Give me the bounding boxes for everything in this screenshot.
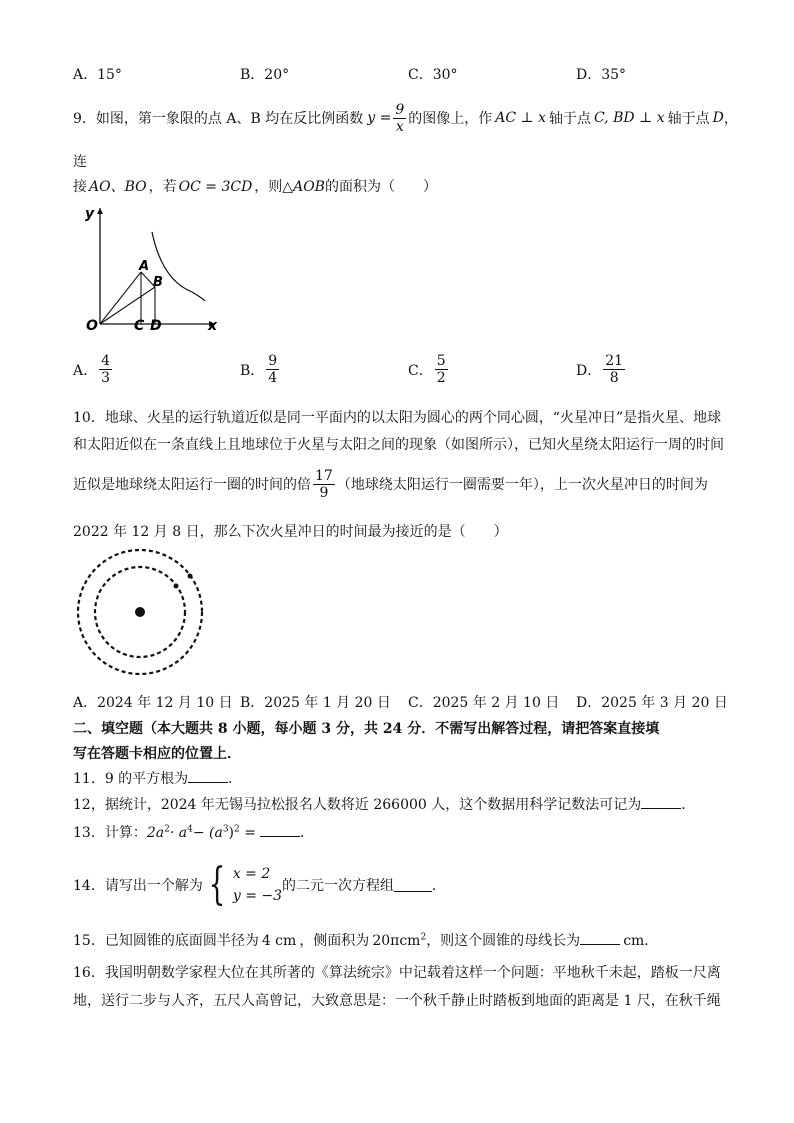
q10-line4: 2022 年 12 月 8 日，那么下次火星冲日的时间最为接近的是（ ） (73, 524, 508, 540)
q13-expr-b: · a (169, 825, 188, 841)
q9-text-d: 轴于点 (549, 111, 592, 127)
q10-frac-num: 17 (315, 467, 333, 484)
hyperbola-curve (152, 232, 205, 301)
q14 (73, 860, 446, 910)
graph-label-o: O (86, 318, 98, 334)
q9-option-b-num: 9 (268, 353, 278, 369)
q9-line3-b: AO、BO (89, 179, 147, 195)
q12-end: ． (681, 797, 696, 813)
q9-line3-a: 接 (73, 179, 87, 195)
q14-equation-system (203, 859, 283, 910)
q15-answer-blank[interactable] (580, 932, 620, 945)
q15-area-exp: 2 (420, 932, 427, 943)
q8-option-a: A．15° (73, 67, 122, 83)
q9-option-d-frac (603, 354, 625, 385)
q9-line1 (73, 100, 738, 136)
q8-option-d: D．35° (576, 67, 627, 83)
q13-label: 13．计算： (73, 825, 147, 841)
q10-option-d: D．2025 年 3 月 20 日 (576, 695, 728, 711)
q14-eq1: x = 2 (232, 866, 271, 882)
segment-ao (100, 272, 141, 324)
q9-option-d-den: 8 (609, 370, 619, 386)
q13-end: ． (299, 825, 314, 841)
graph-label-b: B (153, 275, 163, 290)
q9-line3-g: 的面积为（ ） (324, 179, 437, 195)
graph-label-a: A (139, 259, 150, 274)
q16-line2: 地，送行二步与人齐，五尺人高曾记，大致意思是：一个秋千静止时踏板到地面的距离是 1 尺，在秋千绳 (73, 993, 721, 1009)
q9-graph (80, 200, 225, 340)
y-axis-arrow-icon (97, 208, 103, 214)
q8-option-c: C．30° (408, 67, 458, 83)
q9-line3-d: OC = 3CD (178, 179, 253, 195)
q9-func-den: x (395, 118, 404, 135)
q9-line3-e: ，则△ (254, 179, 294, 195)
q9-option-c-letter: C． (408, 362, 433, 379)
q10-line3-b: （地球绕太阳运行一圈需要一年），上一次火星冲日的时间为 (336, 477, 708, 493)
q9-option-d-letter: D． (576, 362, 602, 379)
q9-option-a-den: 3 (101, 370, 111, 386)
q15-end: cm． (623, 933, 659, 949)
q13-exp-4: 4 (187, 824, 193, 835)
q10-option-a: A．2024 年 12 月 10 日 (73, 695, 233, 711)
left-brace-icon: { (208, 859, 226, 910)
q13-expr-d: ) (228, 825, 235, 841)
segment-bo (100, 287, 155, 324)
q9-option-d (576, 354, 627, 385)
q10-option-c: C．2025 年 2 月 10 日 (408, 695, 560, 711)
q9-func-y: y = (367, 110, 392, 126)
q9-option-b (240, 354, 281, 385)
q10-frac (313, 469, 335, 500)
q10-line3-a: 近似是地球绕太阳运行一圈的时间的倍 (73, 477, 311, 493)
q9-line3 (73, 176, 437, 196)
q15-text-a: 15．已知圆锥的底面圆半径为 (73, 933, 259, 949)
q12 (73, 794, 695, 814)
q11-text: 11．9 的平方根为 (73, 771, 189, 787)
q9-text-e: C, BD ⊥ x (594, 110, 665, 126)
earth-dot-icon (174, 584, 179, 589)
q10-orbit-figure (74, 548, 206, 678)
q14-eq2: y = −3 (232, 888, 283, 904)
q12-text: 12，据统计，2024 年无锡马拉松报名人数将近 266000 人，这个数据用科学记数法可记为 (73, 797, 642, 813)
graph-label-x: x (208, 318, 218, 334)
q9-text-h: ， (723, 111, 738, 127)
mars-dot-icon (188, 574, 193, 579)
q15-radius: 4 cm (261, 933, 297, 949)
q14-label: 14．请写出一个解为 (73, 878, 203, 894)
q13-expr-e: = (239, 825, 256, 841)
section2-heading-line2: 写在答题卡相应的位置上． (73, 746, 241, 762)
q13-answer-blank[interactable] (260, 824, 300, 837)
q9-option-c-frac (435, 354, 448, 385)
q9-option-a-num: 4 (101, 353, 111, 369)
q10-frac-den: 9 (319, 484, 329, 501)
q9-option-c-num: 5 (436, 353, 446, 369)
q9-line2: 连 (73, 154, 87, 170)
q12-answer-blank[interactable] (641, 796, 681, 809)
q14-answer-blank[interactable] (394, 879, 432, 892)
q11-end: ． (228, 771, 243, 787)
q9-func-frac (393, 103, 406, 134)
graph-label-y: y (85, 206, 95, 222)
q16-line1: 16．我国明朝数学家程大位在其所著的《算法统宗》中记载着这样一个问题：平地秋千未起，踏板一尺离 (73, 965, 721, 981)
q13-exp-2: 2 (164, 824, 170, 835)
q13-exp-3: 3 (222, 824, 229, 835)
q9-line3-c: ，若 (148, 179, 177, 195)
q15-area: 20πcm (372, 933, 421, 949)
q13-exp-2b: 2 (234, 824, 240, 835)
q9-option-a-letter: A． (73, 362, 98, 379)
q10-line2: 和太阳近似在一条直线上且地球位于火星与太阳之间的现象（如图所示），已知火星绕太阳运行一周的时间 (73, 437, 724, 453)
q13 (73, 822, 314, 842)
q9-func-num: 9 (395, 101, 405, 118)
q13-expr-c: − (a (192, 825, 223, 841)
q9-option-c (408, 354, 450, 385)
q9-option-c-den: 2 (436, 370, 446, 386)
section2-heading-line1: 二、填空题（本大题共 8 小题，每小题 3 分，共 24 分．不需写出解答过程，请把答案直接填 (73, 721, 660, 737)
sun-icon (135, 607, 145, 617)
q9-text-b: 的图像上，作 (408, 111, 493, 127)
q9-text-a: 9．如图，第一象限的点 A、B 均在反比例函数 (73, 111, 364, 127)
q9-text-f: 轴于点 (667, 111, 710, 127)
q9-text-g: D (712, 110, 724, 126)
q9-option-a (73, 354, 114, 385)
q9-line3-f: AOB (293, 179, 325, 195)
q10-line3 (73, 464, 708, 504)
q14-end: ． (432, 878, 447, 894)
q9-option-b-frac (266, 354, 279, 385)
q11 (73, 768, 242, 788)
q9-option-a-frac (99, 354, 112, 385)
q15-text-b: ，侧面积为 (299, 933, 370, 949)
graph-label-d: D (150, 318, 162, 334)
q15-text-c: ，则这个圆锥的母线长为 (426, 933, 581, 949)
q10-option-b: B．2025 年 1 月 20 日 (240, 695, 391, 711)
q15 (73, 930, 658, 950)
q9-text-c: AC ⊥ x (495, 110, 547, 126)
q8-option-b: B．20° (240, 67, 290, 83)
q14-text: 的二元一次方程组 (282, 878, 395, 894)
q9-option-b-letter: B． (240, 362, 265, 379)
q9-option-b-den: 4 (268, 370, 278, 386)
q11-answer-blank[interactable] (188, 770, 228, 783)
graph-label-c: C (134, 318, 145, 334)
q13-expr-a: 2a (146, 825, 165, 841)
q9-option-d-num: 21 (605, 353, 624, 369)
q10-line1: 10．地球、火星的运行轨道近似是同一平面内的以太阳为圆心的两个同心圆，“火星冲日”是指火星、地球 (73, 410, 722, 426)
